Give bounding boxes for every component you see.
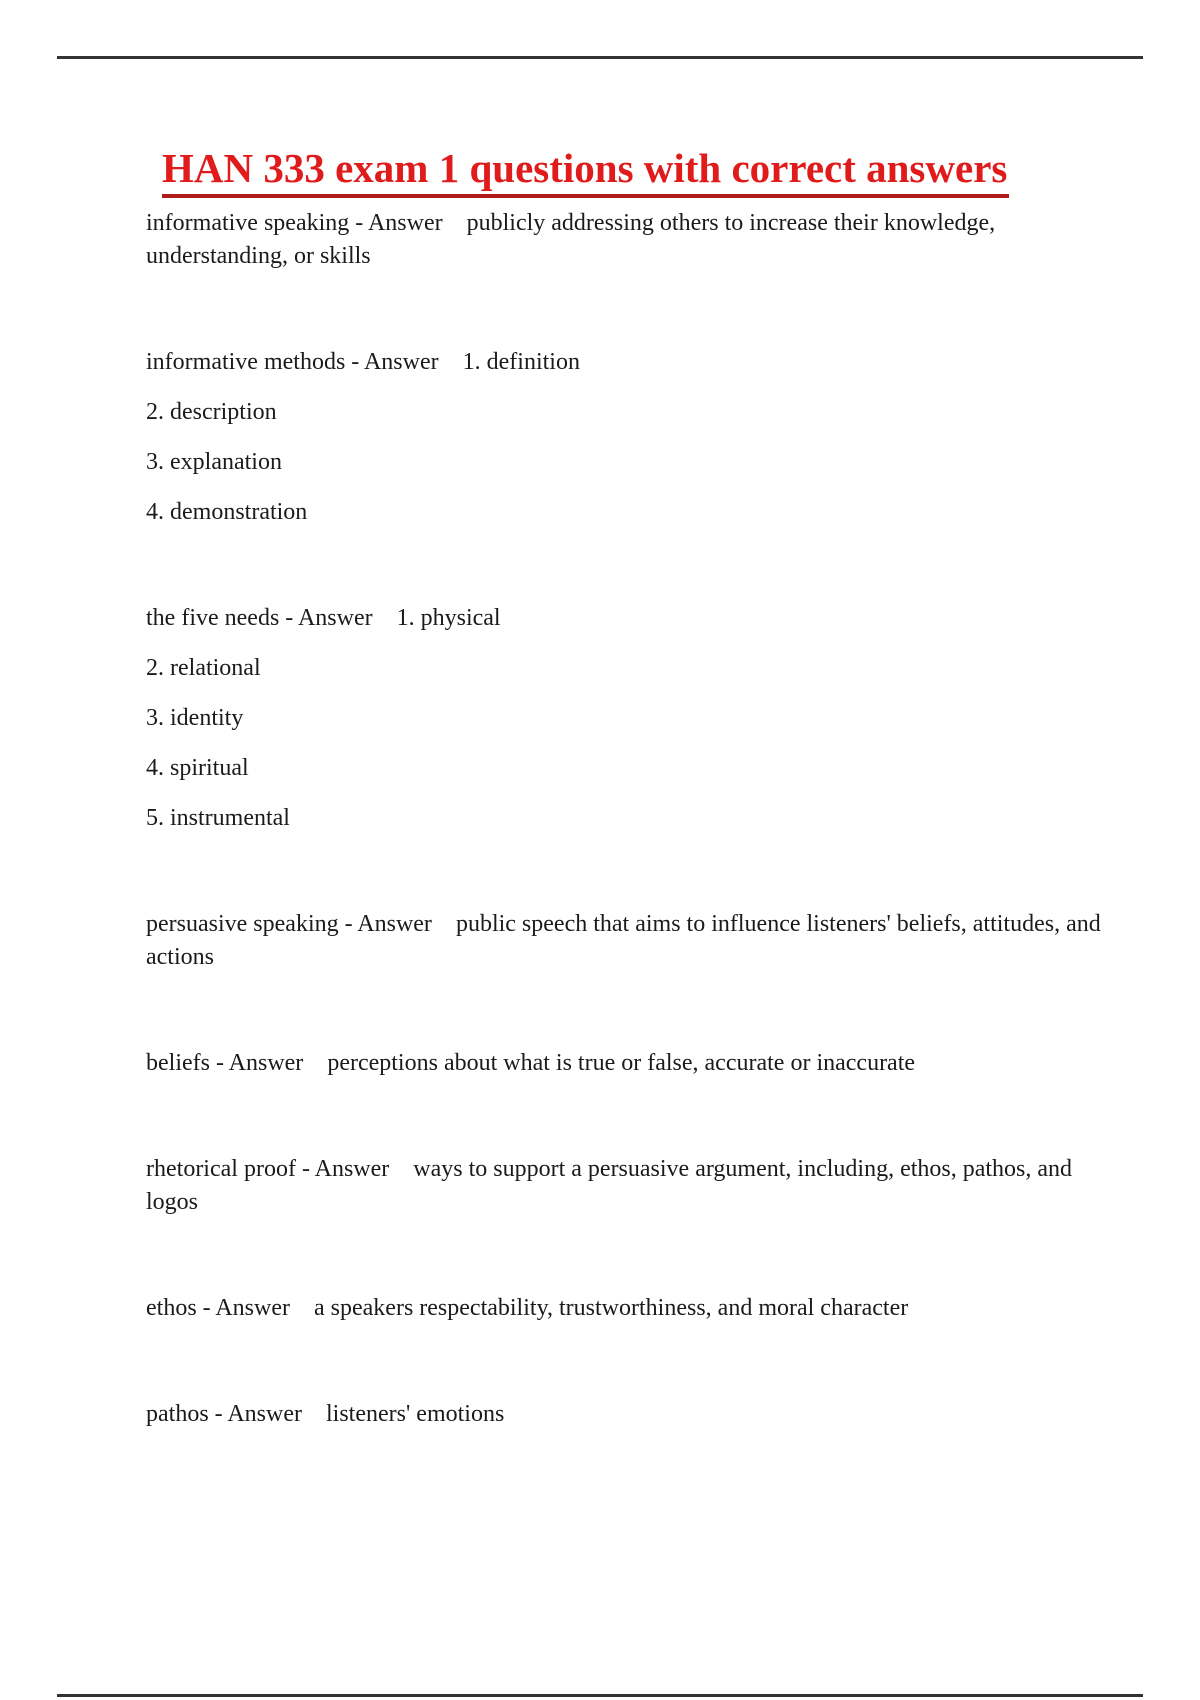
qa-list xyxy=(146,207,1108,1431)
qa-term: the five needs xyxy=(146,605,280,631)
qa-block xyxy=(146,1398,1108,1431)
qa-paragraph xyxy=(146,908,1108,974)
qa-answer-label: - Answer xyxy=(279,605,373,631)
qa-paragraph xyxy=(146,1153,1108,1219)
qa-block xyxy=(146,908,1108,974)
qa-paragraph xyxy=(146,602,1108,635)
qa-term: rhetorical proof xyxy=(146,1156,296,1182)
qa-term: informative methods xyxy=(146,349,346,375)
document-content xyxy=(146,145,1108,1504)
qa-answer: ways to support a persuasive argument, including, ethos, pathos, and logos xyxy=(146,1156,1079,1215)
qa-extra-line: 5. instrumental xyxy=(146,805,290,831)
qa-paragraph xyxy=(146,1398,1108,1431)
qa-paragraph xyxy=(146,346,1108,379)
qa-term: pathos xyxy=(146,1401,209,1427)
qa-block xyxy=(146,346,1108,529)
qa-extra-line: 4. spiritual xyxy=(146,755,249,781)
qa-paragraph xyxy=(146,1292,1108,1325)
qa-block xyxy=(146,602,1108,835)
page-top-rule xyxy=(57,56,1143,59)
qa-answer-label: - Answer xyxy=(338,911,432,937)
qa-answer: 1. physical xyxy=(372,605,501,631)
qa-answer-label: - Answer xyxy=(349,210,443,236)
qa-extra-line: 3. identity xyxy=(146,705,244,731)
qa-answer: public speech that aims to influence listeners' beliefs, attitudes, and actions xyxy=(146,911,1107,970)
qa-extra-line: 2. description xyxy=(146,399,277,425)
qa-paragraph xyxy=(146,207,1108,273)
qa-extra-line: 3. explanation xyxy=(146,449,282,475)
page-bottom-rule xyxy=(57,1694,1143,1697)
qa-extra-line: 2. relational xyxy=(146,655,261,681)
qa-answer-label: - Answer xyxy=(295,1156,390,1182)
qa-extra-line: 4. demonstration xyxy=(146,499,308,525)
qa-block xyxy=(146,207,1108,273)
qa-answer-label: - Answer xyxy=(196,1295,290,1321)
qa-answer: perceptions about what is true or false, accurate or inaccurate xyxy=(303,1050,916,1076)
qa-term: ethos xyxy=(146,1295,197,1321)
qa-answer-label: - Answer xyxy=(209,1050,304,1076)
qa-term: beliefs xyxy=(146,1050,210,1076)
qa-answer: publicly addressing others to increase their knowledge, understanding, or skills xyxy=(146,210,1002,269)
qa-term: informative speaking xyxy=(146,210,350,236)
qa-paragraph xyxy=(146,1047,1108,1080)
qa-block xyxy=(146,1047,1108,1080)
qa-answer-label: - Answer xyxy=(345,349,439,375)
qa-answer-label: - Answer xyxy=(208,1401,302,1427)
qa-answer: 1. definition xyxy=(438,349,580,375)
qa-answer: listeners' emotions xyxy=(302,1401,505,1427)
qa-block xyxy=(146,1292,1108,1325)
page-title: HAN 333 exam 1 questions with correct answers xyxy=(162,145,1009,198)
qa-term: persuasive speaking xyxy=(146,911,339,937)
qa-answer: a speakers respectability, trustworthiness, and moral character xyxy=(290,1295,909,1321)
qa-block xyxy=(146,1153,1108,1219)
